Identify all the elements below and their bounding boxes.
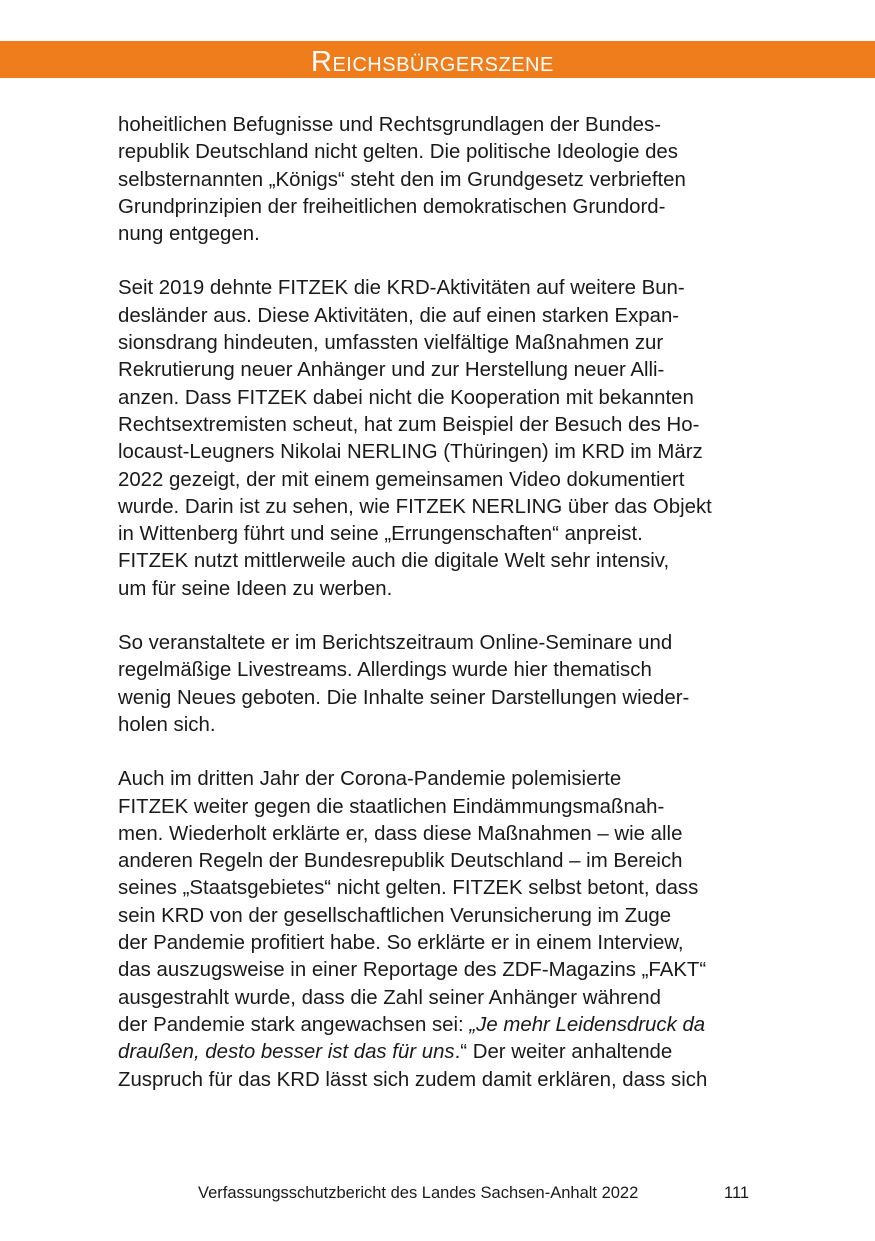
text-line: holen sich. [118,713,216,736]
text-line: sein KRD von der gesellschaftlichen Verunsicherung im Zuge [118,904,672,927]
text-line [118,1012,758,1039]
paragraph-2 [118,275,758,603]
paragraph-1 [118,112,758,248]
chapter-title: Reichsbürgerszene [311,46,554,78]
text-line: in Wittenberg führt und seine „Errungenschaften“ anpreist. [118,523,643,546]
text-line: nung entgegen. [118,223,260,246]
text-line: regelmäßige Livestreams. Allerdings wurde hier thematisch [118,659,652,682]
chapter-header-bar [0,41,875,78]
quote-italic: draußen, desto besser ist das für uns [118,1041,455,1064]
text-line: So veranstaltete er im Berichtszeitraum Online-Seminare und [118,632,673,655]
text-line: ausgestrahlt wurde, dass die Zahl seiner Anhänger während [118,986,661,1009]
text-line: der Pandemie profitiert habe. So erklärte er in einem Interview, [118,932,684,955]
text-line: 2022 gezeigt, der mit einem gemeinsamen Video dokumentiert [118,468,685,491]
text-line: um für seine Ideen zu werben. [118,577,393,600]
text-line: seines „Staatsgebietes“ nicht gelten. FITZEK selbst betont, dass [118,877,699,900]
paragraph-4 [118,766,758,1094]
text-line: anzen. Dass FITZEK dabei nicht die Kooperation mit bekannten [118,386,694,409]
body-text [118,112,758,1121]
text-line: Auch im dritten Jahr der Corona-Pandemie polemisierte [118,768,622,791]
page-number: 111 [724,1184,750,1202]
text-line: das auszugsweise in einer Reportage des ZDF-Magazins „FAKT“ [118,959,707,982]
text-line: sionsdrang hindeuten, umfassten vielfältige Maßnahmen zur [118,332,664,355]
text-segment: .“ Der weiter anhaltende [454,1041,673,1064]
text-line: wurde. Darin ist zu sehen, wie FITZEK NERLING über das Objekt [118,495,712,518]
text-line: hoheitlichen Befugnisse und Rechtsgrundlagen der Bundes- [118,114,661,136]
text-line: Rekrutierung neuer Anhänger und zur Herstellung neuer Alli- [118,359,665,382]
footer-text: Verfassungsschutzbericht des Landes Sachsen-Anhalt 2022 [198,1184,639,1202]
paragraph-3 [118,630,758,739]
text-line [118,1039,758,1066]
text-line: wenig Neues geboten. Die Inhalte seiner Darstellungen wieder- [118,686,690,709]
text-line: desländer aus. Diese Aktivitäten, die auf einen starken Expan- [118,304,680,327]
text-line: republik Deutschland nicht gelten. Die politische Ideologie des [118,141,678,164]
text-line: Rechtsextremisten scheut, hat zum Beispiel der Besuch des Ho- [118,413,700,436]
text-segment: der Pandemie stark angewachsen sei: [118,1013,470,1036]
quote-italic: „Je mehr Leidensdruck da [469,1013,706,1036]
text-line: anderen Regeln der Bundesrepublik Deutschland – im Bereich [118,850,683,873]
text-line: locaust-Leugners Nikolai NERLING (Thüringen) im KRD im März [118,441,703,464]
text-line: FITZEK weiter gegen die staatlichen Eindämmungsmaßnah- [118,795,665,818]
text-line: FITZEK nutzt mittlerweile auch die digitale Welt sehr intensiv, [118,550,670,573]
text-line: Seit 2019 dehnte FITZEK die KRD-Aktivitäten auf weitere Bun- [118,277,685,300]
text-line: men. Wiederholt erklärte er, dass diese Maßnahmen – wie alle [118,822,683,845]
text-line: Zuspruch für das KRD lässt sich zudem damit erklären, dass sich [118,1068,708,1091]
text-line: Grundprinzipien der freiheitlichen demokratischen Grundord- [118,195,666,218]
text-line: selbsternannten „Königs“ steht den im Grundgesetz verbrieften [118,168,686,191]
